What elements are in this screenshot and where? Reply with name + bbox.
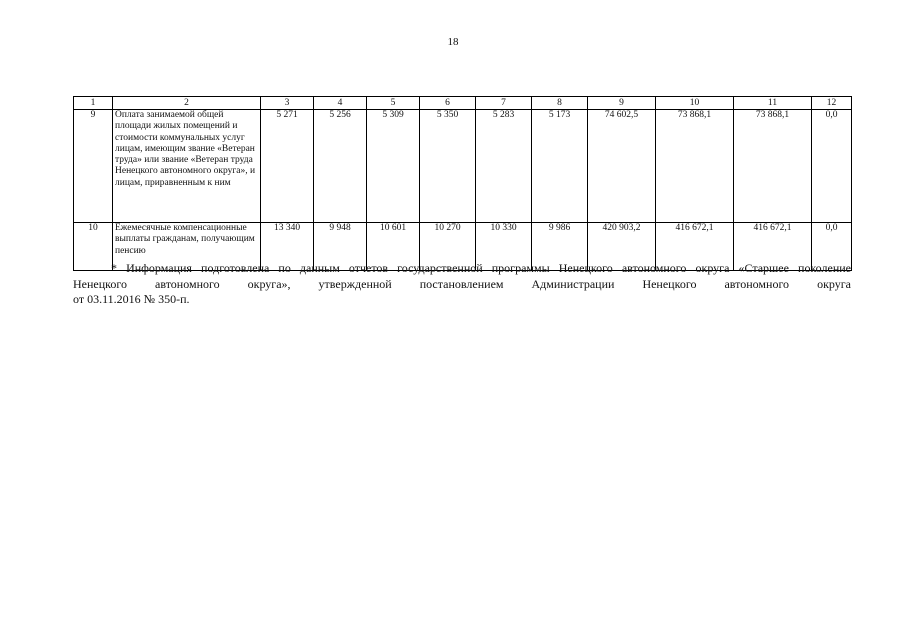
- table-cell: 420 903,2: [588, 223, 656, 271]
- column-header: 3: [261, 97, 314, 110]
- table-cell: 5 271: [261, 110, 314, 223]
- column-header: 1: [74, 97, 113, 110]
- column-header: 8: [532, 97, 588, 110]
- table-cell: 9 986: [532, 223, 588, 271]
- table-row: [74, 110, 852, 223]
- table-cell: 5 350: [420, 110, 476, 223]
- table-cell: 73 868,1: [734, 110, 812, 223]
- page-number: 18: [447, 36, 459, 48]
- footnote-line: * Информация подготовлена по данным отчетов государственной программы Ненецкого автономного округа «Старшее поколение: [111, 261, 851, 275]
- data-table: [73, 96, 852, 271]
- table-cell: 0,0: [812, 223, 852, 271]
- table-cell: 9: [74, 110, 113, 223]
- table-cell: 9 948: [314, 223, 367, 271]
- table-cell: 5 309: [367, 110, 420, 223]
- table-cell: 5 173: [532, 110, 588, 223]
- footnote-line: от 03.11.2016 № 350-п.: [73, 292, 190, 306]
- column-header: 2: [113, 97, 261, 110]
- table-cell: 5 283: [476, 110, 532, 223]
- column-header: 5: [367, 97, 420, 110]
- footnote: [73, 261, 851, 308]
- table-cell: 0,0: [812, 110, 852, 223]
- column-header: 12: [812, 97, 852, 110]
- table-cell: 10 601: [367, 223, 420, 271]
- column-header: 7: [476, 97, 532, 110]
- table-cell: Ежемесячные компенсационные выплаты гражданам, получающим пенсию: [113, 223, 261, 271]
- table-cell: 416 672,1: [656, 223, 734, 271]
- table-cell: 13 340: [261, 223, 314, 271]
- footnote-line: Ненецкого автономного округа», утвержденной постановлением Администрации Ненецкого автономного округа: [73, 276, 851, 291]
- table-cell: 10 330: [476, 223, 532, 271]
- table-cell: 416 672,1: [734, 223, 812, 271]
- table-cell: 73 868,1: [656, 110, 734, 223]
- column-header: 11: [734, 97, 812, 110]
- column-header: 4: [314, 97, 367, 110]
- table-cell: 5 256: [314, 110, 367, 223]
- table-cell: 10 270: [420, 223, 476, 271]
- column-header: 6: [420, 97, 476, 110]
- table-cell: 74 602,5: [588, 110, 656, 223]
- table-cell: Оплата занимаемой общей площади жилых помещений и стоимости коммунальных услуг лицам, имеющим звание «Ветеран труда» или звание «Ветеран труда Ненецкого автономного округа», и лицам, приравненным к ним: [113, 110, 261, 223]
- table-header-row: [74, 97, 852, 110]
- table-cell: 10: [74, 223, 113, 271]
- column-header: 9: [588, 97, 656, 110]
- column-header: 10: [656, 97, 734, 110]
